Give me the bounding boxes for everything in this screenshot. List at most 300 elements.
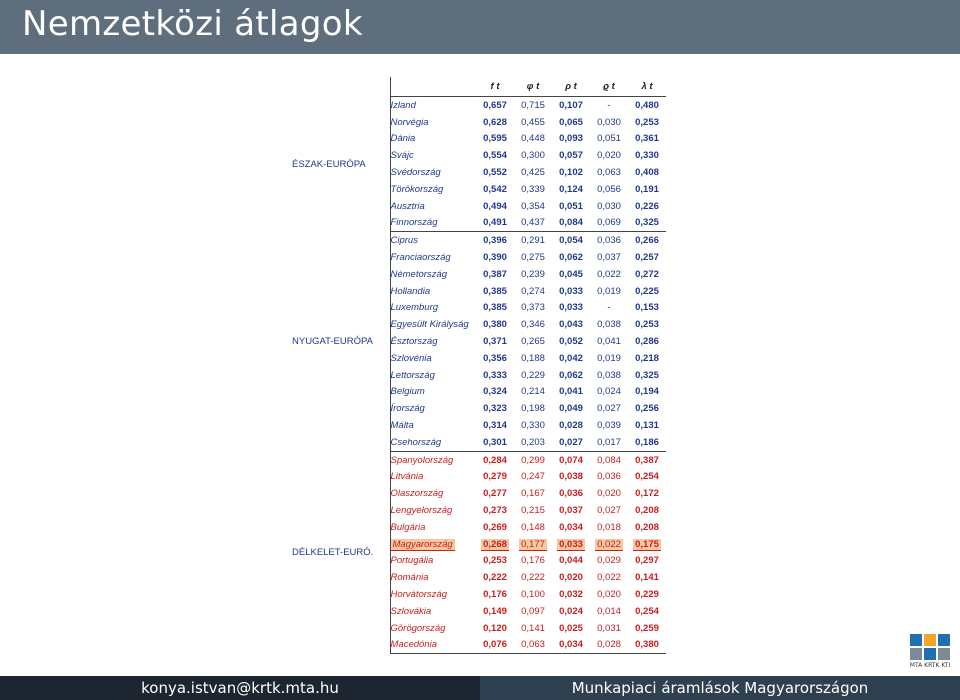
country-name: Szlovénia [390,352,432,364]
value-cell [552,114,590,131]
value-text: 0,022 [597,268,621,280]
value-cell [628,249,666,266]
value-text: 0,247 [521,471,545,483]
value-cell [628,469,666,486]
footer-title: Munkapiaci áramlások Magyarországon [480,676,960,700]
value-cell [552,249,590,266]
value-text: 0,033 [559,302,583,314]
value-text: 0,038 [559,471,583,483]
country-name: Horvátország [390,589,447,600]
country-name: Finnország [390,217,438,229]
averages-table [292,77,666,654]
value-text: 0,177 [521,538,545,550]
value-text: 0,024 [559,605,583,617]
value-cell [552,417,590,434]
value-text: 0,284 [483,454,507,466]
value-cell [514,316,552,333]
value-text: 0,100 [521,589,545,600]
value-cell [514,97,552,114]
value-text: 0,020 [597,150,621,162]
value-cell [514,114,552,131]
value-cell [476,181,514,198]
value-cell [628,519,666,536]
value-text: 0,273 [483,505,507,517]
country-name: Belgium [390,386,425,398]
value-cell [628,147,666,164]
footer-bar [0,676,960,700]
institute-logo [906,632,954,672]
header-empty [390,77,476,97]
value-cell [476,637,514,654]
value-text: 0,027 [597,403,621,415]
value-cell [552,536,590,553]
country-cell [390,198,476,215]
value-cell [514,367,552,384]
table-row [292,451,666,468]
value-text: 0,176 [483,589,507,600]
value-cell [476,469,514,486]
value-cell [628,603,666,620]
value-text: 0,346 [521,319,545,331]
column-header: ρ t [552,77,590,97]
value-cell [514,249,552,266]
value-cell [628,232,666,249]
value-cell [590,350,628,367]
value-cell [552,519,590,536]
country-name: Málta [390,420,414,432]
value-text: 0,354 [521,200,545,212]
footer-email: konya.istvan@krtk.mta.hu [0,676,480,700]
region-label: DÉLKELET-EURÓ. [292,547,374,559]
value-text: 0,275 [521,252,545,264]
value-text: 0,371 [483,336,507,348]
value-text: 0,272 [635,268,659,280]
value-cell [514,400,552,417]
value-text: 0,385 [483,302,507,314]
value-cell [552,350,590,367]
value-text: 0,014 [597,605,621,617]
value-text: 0,361 [635,133,659,145]
value-cell [552,215,590,232]
value-text: 0,020 [597,488,621,500]
value-cell [590,266,628,283]
country-name: Románia [390,572,429,584]
value-text: 0,148 [521,521,545,533]
value-cell [514,519,552,536]
value-cell [552,316,590,333]
value-text: 0,084 [597,454,621,466]
value-cell [590,620,628,637]
value-text: 0,299 [521,454,545,466]
value-cell [476,283,514,300]
value-cell [514,553,552,570]
value-text: 0,229 [521,369,545,381]
value-text: 0,208 [635,505,659,517]
value-cell [514,417,552,434]
value-text: 0,330 [521,420,545,432]
value-text: 0,037 [597,252,621,264]
value-cell [590,333,628,350]
value-cell [476,367,514,384]
value-text: 0,301 [483,436,507,448]
value-cell [590,553,628,570]
country-cell [390,316,476,333]
value-cell [476,586,514,603]
value-text: 0,291 [521,235,545,247]
value-text: 0,029 [597,555,621,567]
value-text: 0,069 [597,217,621,229]
value-cell [628,266,666,283]
value-text: 0,124 [559,183,583,195]
value-text: 0,056 [597,183,621,195]
value-text: 0,396 [483,235,507,247]
country-name: Dánia [390,133,416,145]
value-cell [590,384,628,401]
value-cell [514,469,552,486]
value-text: 0,149 [483,605,507,617]
value-cell [628,316,666,333]
column-header: φ t [514,77,552,97]
value-text: 0,131 [635,420,659,432]
value-cell [552,147,590,164]
value-text: 0,038 [597,369,621,381]
value-text: 0,041 [559,386,583,398]
value-text: 0,051 [559,200,583,212]
value-text: 0,408 [635,167,659,179]
value-cell [476,350,514,367]
value-cell [476,300,514,317]
value-text: 0,018 [597,521,621,533]
value-cell [552,586,590,603]
country-cell [390,451,476,468]
table-row [292,97,666,114]
value-cell [552,400,590,417]
value-cell [552,553,590,570]
value-cell [514,181,552,198]
value-cell [514,569,552,586]
region-group [292,232,666,451]
value-text: 0,044 [559,555,583,567]
country-cell [390,469,476,486]
value-cell [590,485,628,502]
value-text: 0,385 [483,285,507,297]
country-cell [390,485,476,502]
value-cell [514,536,552,553]
country-cell [390,131,476,148]
value-text: 0,141 [635,572,659,584]
country-name: Lengyelország [390,505,453,517]
value-text: 0,022 [597,572,621,584]
value-text: 0,256 [635,403,659,415]
value-cell [514,232,552,249]
value-text: 0,141 [521,622,545,634]
value-text: 0,036 [597,235,621,247]
value-text: 0,208 [635,521,659,533]
value-text: 0,286 [635,336,659,348]
value-text: 0,030 [597,116,621,128]
value-text: 0,215 [521,505,545,517]
value-text: 0,019 [597,352,621,364]
value-cell [552,232,590,249]
value-cell [590,400,628,417]
value-text: 0,373 [521,302,545,314]
value-text: 0,051 [597,133,621,145]
value-text: 0,314 [483,420,507,432]
country-cell [390,400,476,417]
value-cell [552,469,590,486]
value-cell [628,181,666,198]
value-cell [514,198,552,215]
value-cell [590,198,628,215]
value-cell [476,333,514,350]
value-text: 0,028 [559,420,583,432]
country-cell [390,333,476,350]
value-cell [628,569,666,586]
value-cell [514,147,552,164]
value-cell [628,502,666,519]
value-cell [514,266,552,283]
value-text: 0,339 [521,183,545,195]
value-text: 0,102 [559,167,583,179]
country-name: Bulgária [390,521,426,533]
value-cell [628,384,666,401]
value-text: 0,097 [521,605,545,617]
value-text: 0,324 [483,386,507,398]
value-cell [628,620,666,637]
country-cell [390,434,476,451]
value-text: 0,019 [597,285,621,297]
value-text: 0,076 [483,639,507,651]
value-text: 0,022 [597,538,621,550]
value-cell [552,434,590,451]
value-text: 0,715 [521,99,545,111]
value-text: 0,628 [483,116,507,128]
data-table [292,77,666,654]
value-text: 0,054 [559,235,583,247]
value-cell [552,266,590,283]
value-text: 0,065 [559,116,583,128]
value-cell [552,620,590,637]
value-text: 0,041 [597,336,621,348]
country-cell [390,283,476,300]
value-text: 0,198 [521,403,545,415]
value-cell [514,333,552,350]
value-text: 0,045 [559,268,583,280]
value-text: 0,032 [559,589,583,600]
value-cell [476,266,514,283]
value-text: 0,052 [559,336,583,348]
value-cell [476,620,514,637]
value-text: 0,074 [559,454,583,466]
value-cell [590,181,628,198]
value-cell [552,637,590,654]
value-text: 0,063 [597,167,621,179]
value-text: 0,191 [635,183,659,195]
value-cell [552,502,590,519]
value-cell [590,586,628,603]
country-name: Franciaország [390,252,451,264]
country-name: Luxemburg [390,302,439,314]
country-cell [390,553,476,570]
value-text: 0,552 [483,167,507,179]
country-name: Macedónia [390,639,437,651]
country-name: Ciprus [390,235,418,247]
country-name: Németország [390,268,447,280]
value-cell [476,249,514,266]
value-cell [628,97,666,114]
country-cell [390,249,476,266]
value-cell [628,114,666,131]
value-text: 0,448 [521,133,545,145]
value-cell [590,147,628,164]
country-name: Izland [390,99,416,111]
value-text: 0,030 [597,200,621,212]
value-cell [514,131,552,148]
value-cell [476,316,514,333]
value-text: 0,037 [559,505,583,517]
value-text: 0,153 [635,302,659,314]
value-text: 0,657 [483,99,507,111]
value-cell [514,350,552,367]
value-text: 0,107 [559,99,583,111]
value-text: 0,480 [635,99,659,111]
value-cell [590,519,628,536]
value-cell [476,147,514,164]
country-cell [390,181,476,198]
value-text: 0,042 [559,352,583,364]
value-cell [514,502,552,519]
table-row [292,232,666,249]
value-cell [476,400,514,417]
value-text: - [607,302,611,314]
value-text: 0,274 [521,285,545,297]
value-text: 0,062 [559,369,583,381]
country-name: Hollandia [390,285,431,297]
country-name: Ausztria [390,200,425,212]
value-cell [590,232,628,249]
value-text: 0,033 [559,538,583,550]
value-cell [552,384,590,401]
value-text: 0,057 [559,150,583,162]
value-text: 0,491 [483,217,507,229]
value-text: 0,554 [483,150,507,162]
column-header: ϱ t [590,77,628,97]
value-text: 0,033 [559,285,583,297]
value-cell [552,181,590,198]
value-text: 0,333 [483,369,507,381]
value-text: 0,084 [559,217,583,229]
country-name: Svédország [390,167,441,179]
value-cell [628,536,666,553]
country-cell [390,114,476,131]
value-cell [476,232,514,249]
page-title: Nemzetközi átlagok [22,4,363,44]
value-text: 0,203 [521,436,545,448]
value-cell [590,469,628,486]
value-text: 0,254 [635,471,659,483]
value-cell [628,164,666,181]
value-cell [552,283,590,300]
value-cell [590,283,628,300]
value-text: 0,031 [597,622,621,634]
value-text: 0,254 [635,605,659,617]
value-cell [514,637,552,654]
value-cell [552,569,590,586]
value-cell [476,384,514,401]
value-cell [476,215,514,232]
country-name: Törökország [390,183,444,195]
value-cell [476,485,514,502]
country-name: Észtország [390,336,438,348]
value-cell [590,451,628,468]
value-cell [628,333,666,350]
value-text: 0,259 [635,622,659,634]
region-label: ÉSZAK-EURÓPA [292,158,366,170]
value-text: 0,269 [483,521,507,533]
value-cell [590,300,628,317]
value-cell [476,434,514,451]
value-cell [552,451,590,468]
value-cell [590,215,628,232]
value-cell [552,485,590,502]
value-cell [628,451,666,468]
value-cell [476,553,514,570]
region-label: NYUGAT-EURÓPA [292,336,373,348]
value-cell [552,164,590,181]
value-cell [476,97,514,114]
value-cell [590,164,628,181]
value-text: 0,494 [483,200,507,212]
value-cell [514,215,552,232]
value-text: 0,257 [635,252,659,264]
value-cell [628,198,666,215]
value-text: 0,167 [521,488,545,500]
value-cell [476,131,514,148]
value-text: 0,425 [521,167,545,179]
logo-text: MTA KRTK KTI [909,662,951,669]
value-text: 0,253 [483,555,507,567]
country-name: Írország [390,403,425,415]
value-cell [514,451,552,468]
value-text: 0,027 [559,436,583,448]
value-text: 0,253 [635,319,659,331]
value-text: 0,020 [559,572,583,584]
value-text: 0,325 [635,217,659,229]
value-cell [590,114,628,131]
value-text: 0,330 [635,150,659,162]
value-cell [590,637,628,654]
value-text: 0,455 [521,116,545,128]
value-text: 0,225 [635,285,659,297]
value-cell [514,434,552,451]
value-text: 0,380 [483,319,507,331]
country-name: Litvánia [390,471,424,483]
value-text: 0,039 [597,420,621,432]
value-text: 0,387 [483,268,507,280]
value-text: 0,034 [559,639,583,651]
value-text: 0,390 [483,252,507,264]
title-bar [0,0,960,54]
country-cell [390,384,476,401]
value-text: 0,229 [635,589,659,600]
value-cell [590,536,628,553]
value-cell [552,300,590,317]
value-text: 0,253 [635,116,659,128]
value-text: 0,323 [483,403,507,415]
value-cell [514,586,552,603]
value-text: 0,222 [521,572,545,584]
value-cell [514,620,552,637]
